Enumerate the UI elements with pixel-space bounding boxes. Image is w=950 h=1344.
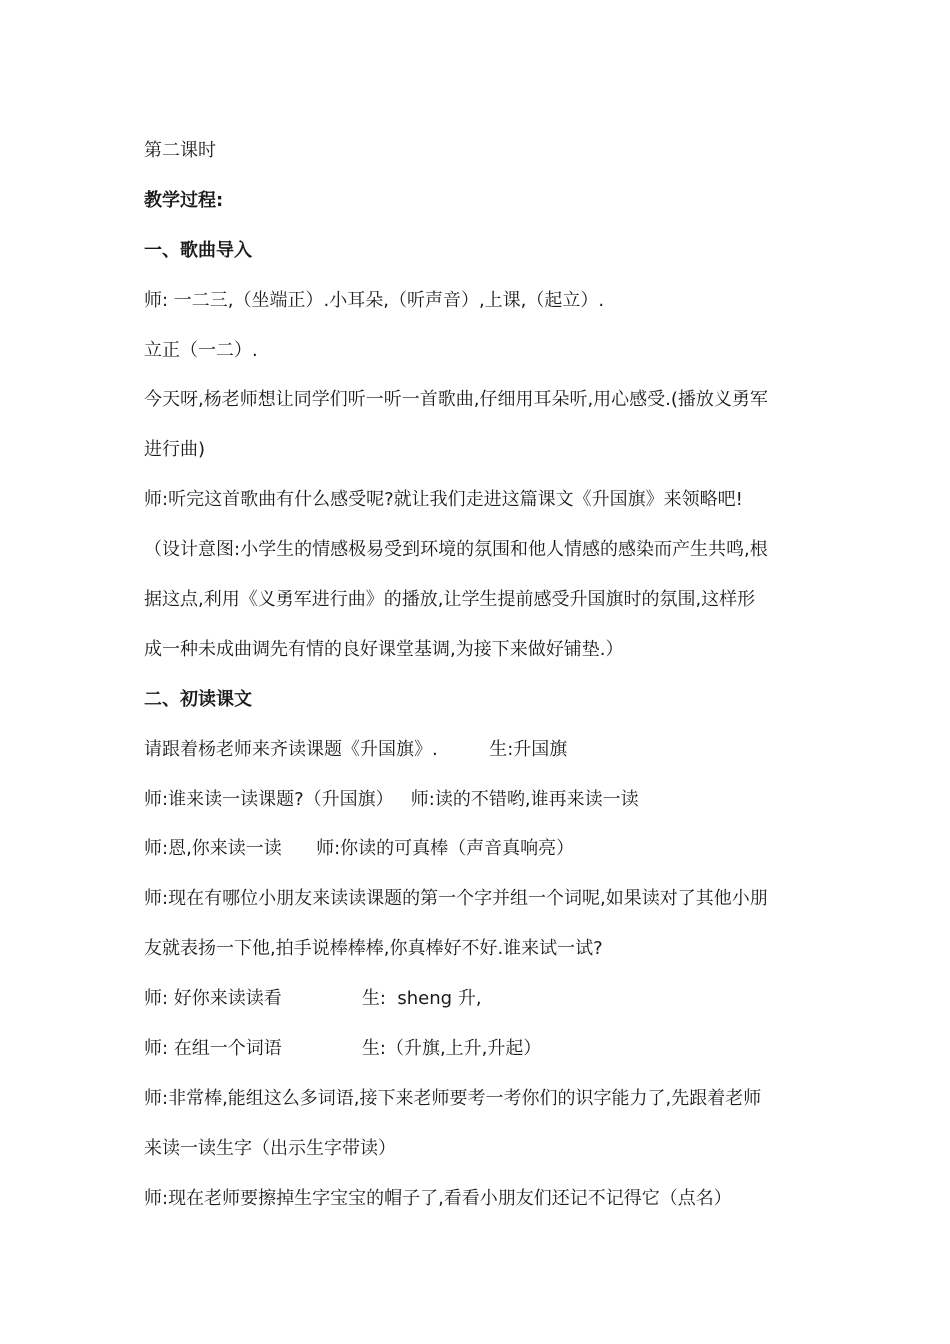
- text-line: 师: 一二三,（坐端正）.小耳朵,（听声音）,上课,（起立）.: [144, 289, 605, 311]
- lesson-title: 第二课时: [144, 140, 216, 161]
- text-line: 来读一读生字（出示生字带读）: [144, 1137, 396, 1159]
- text-line: 师:恩,你来读一读 师:你读的可真棒（声音真响亮）: [144, 838, 575, 860]
- text-line: 友就表扬一下他,拍手说棒棒棒,你真棒好不好.谁来试一试?: [144, 938, 603, 960]
- text-line: 师:谁来读一读课题?（升国旗） 师:读的不错哟,谁再来读一读: [144, 788, 639, 810]
- text-line: 师:听完这首歌曲有什么感受呢?就让我们走进这篇课文《升国旗》来领略吧!: [144, 489, 743, 511]
- document-body: [144, 126, 824, 1224]
- text-line: 立正（一二）.: [144, 339, 258, 361]
- text-line: 师:现在有哪位小朋友来读读课题的第一个字并组一个词呢,如果读对了其他小朋: [144, 888, 768, 910]
- text-line: 师: 好你来读读看 生: sheng 升,: [144, 988, 482, 1010]
- design-intent-line: 成一种未成曲调先有情的良好课堂基调,为接下来做好铺垫.）: [144, 638, 624, 660]
- text-line: 今天呀,杨老师想让同学们听一听一首歌曲,仔细用耳朵听,用心感受.(播放义勇军: [144, 389, 768, 411]
- design-intent-line: 据这点,利用《义勇军进行曲》的播放,让学生提前感受升国旗时的氛围,这样形: [144, 589, 756, 611]
- text-line: 师:非常棒,能组这么多词语,接下来老师要考一考你们的识字能力了,先跟着老师: [144, 1087, 762, 1109]
- design-intent-line: （设计意图:小学生的情感极易受到环境的氛围和他人情感的感染而产生共鸣,根: [144, 539, 768, 561]
- section-heading-song-intro: 一、歌曲导入: [144, 239, 252, 261]
- section-heading-teaching-process: 教学过程:: [144, 189, 224, 211]
- section-heading-first-reading: 二、初读课文: [144, 688, 252, 710]
- text-line: 师:现在老师要擦掉生字宝宝的帽子了,看看小朋友们还记不记得它（点名）: [144, 1187, 732, 1209]
- text-line: 请跟着杨老师来齐读课题《升国旗》. 生:升国旗: [144, 738, 568, 760]
- text-line: 进行曲): [144, 439, 206, 461]
- text-line: 师: 在组一个词语 生:（升旗,上升,升起）: [144, 1038, 542, 1060]
